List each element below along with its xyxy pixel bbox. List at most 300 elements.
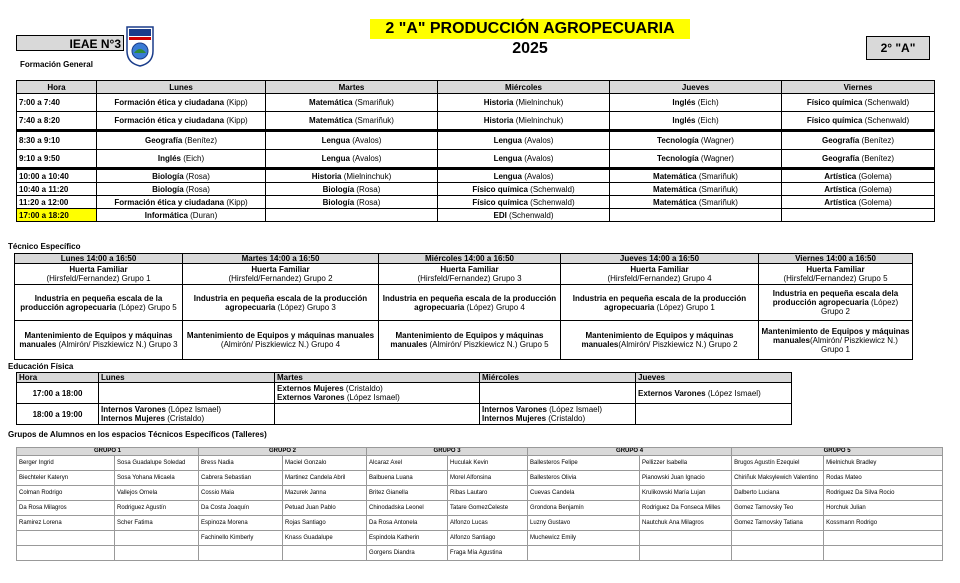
schedule-cell <box>759 285 913 321</box>
teacher-name: (Almirón/ Piszkiewicz N.) Grupo 4 <box>220 340 341 349</box>
student-cell: Alcaraz Axel <box>367 456 448 471</box>
subject-name: Industria en pequeña escala de la producción agropecuaria <box>382 293 557 312</box>
teacher-name: (Benítez) <box>859 136 895 145</box>
schedule-cell <box>97 209 266 222</box>
subject-name: Lengua <box>493 154 523 163</box>
schedule-cell <box>610 131 782 150</box>
student-cell: Scher Fatima <box>115 516 199 531</box>
schedule-cell <box>438 112 610 131</box>
student-cell: Muchewicz Emily <box>528 531 640 546</box>
column-header: Lunes <box>97 81 266 94</box>
column-header: Jueves 14:00 a 16:50 <box>561 254 759 264</box>
group-header: GRUPO 3 <box>367 448 528 456</box>
subject-name: Inglés <box>672 116 696 125</box>
section-tecnico: Técnico Específico <box>8 242 81 251</box>
student-cell <box>528 546 640 561</box>
schedule-cell <box>97 112 266 131</box>
subject-name: EDI <box>493 210 507 220</box>
section-fisica: Educación Física <box>8 362 74 371</box>
student-cell: Da Rosa Milagros <box>17 501 115 516</box>
subject-name: Mantenimiento de Equipos y máquinas manuales <box>390 331 544 349</box>
school-logo <box>125 25 155 67</box>
subject-name: Matemática <box>309 98 353 107</box>
schedule-cell <box>183 321 379 360</box>
schedule-cell <box>97 150 266 169</box>
time-cell: 9:10 a 9:50 <box>17 150 97 169</box>
column-header: Hora <box>17 81 97 94</box>
schedule-cell <box>183 285 379 321</box>
student-cell <box>199 546 283 561</box>
subject-name: Formación ética y ciudadana <box>114 116 225 125</box>
teacher-name: (Kipp) <box>224 197 248 207</box>
subject-name: Mantenimiento de Equipos y máquinas manuales <box>761 326 910 345</box>
student-cell: Mazurek Janna <box>283 486 367 501</box>
student-cell <box>824 531 943 546</box>
subject-name: Lengua <box>493 171 523 181</box>
teacher-name: (Cristaldo) <box>343 384 383 393</box>
schedule-cell <box>782 131 935 150</box>
section-grupos: Grupos de Alumnos en los espacios Técnicos Específicos (Talleres) <box>8 430 267 439</box>
student-cell <box>732 531 824 546</box>
student-cell: Tatare GomezCeleste <box>448 501 528 516</box>
group-name: Externos Varones <box>638 388 706 398</box>
student-cell <box>17 531 115 546</box>
teacher-name: (Hirsfeld/Fernandez) Grupo 4 <box>607 274 712 283</box>
teacher-name: (López) Grupo 3 <box>275 302 336 312</box>
teacher-name: (López) Grupo 4 <box>464 302 525 312</box>
subject-name: Artística <box>824 171 857 181</box>
teacher-name: (Rosa) <box>354 184 381 194</box>
teacher-name: (Cristaldo) <box>165 414 205 423</box>
student-cell: Espindola Katherin <box>367 531 448 546</box>
table-row <box>17 531 943 546</box>
teacher-name: (Rosa) <box>183 184 210 194</box>
tecnico-schedule-table <box>14 253 913 360</box>
teacher-name: (Duran) <box>187 210 218 220</box>
schedule-line <box>101 405 272 414</box>
teacher-name: (Almirón/ Piszkiewicz N.) Grupo 5 <box>427 340 549 349</box>
teacher-name: (Golema) <box>856 184 892 194</box>
schedule-cell <box>266 209 438 222</box>
schedule-cell <box>782 169 935 183</box>
group-name: Externos Mujeres <box>277 384 344 393</box>
group-header: GRUPO 1 <box>17 448 199 456</box>
teacher-name: (Rosa) <box>183 171 210 181</box>
table-row <box>17 404 792 425</box>
time-cell: 10:40 a 11:20 <box>17 183 97 196</box>
subject-name: Físico química <box>472 184 528 194</box>
teacher-name: (López) Grupo 5 <box>116 302 177 312</box>
schedule-cell <box>561 285 759 321</box>
student-cell: Ballesteros Felipe <box>528 456 640 471</box>
subject-name: Biología <box>322 197 355 207</box>
schedule-cell <box>266 150 438 169</box>
student-cell: Huculak Kevin <box>448 456 528 471</box>
subject-name: Historia <box>311 171 342 181</box>
student-cell: Luzny Gustavo <box>528 516 640 531</box>
student-cell: Alfonzo Santiago <box>448 531 528 546</box>
subject-name: Tecnología <box>657 136 699 145</box>
column-header: Miércoles <box>480 373 636 383</box>
teacher-name: (Hirsfeld/Fernandez) Grupo 3 <box>417 274 522 283</box>
table-row <box>17 546 943 561</box>
schedule-cell <box>97 183 266 196</box>
student-cell <box>115 531 199 546</box>
subject-name: Historia <box>483 116 514 125</box>
teacher-name: (Almirón/ Piszkiewicz N.) Grupo 2 <box>618 340 738 349</box>
group-name: Internos Mujeres <box>482 414 547 423</box>
group-name: Externos Varones <box>277 393 345 402</box>
teacher-name: (Avalos) <box>522 136 554 145</box>
column-header: Viernes <box>782 81 935 94</box>
teacher-name: (Kipp) <box>224 98 248 107</box>
schedule-line <box>101 414 272 423</box>
table-header-row <box>15 254 913 264</box>
teacher-name: (Rosa) <box>354 197 381 207</box>
student-cell: Berger Ingrid <box>17 456 115 471</box>
schedule-cell <box>15 321 183 360</box>
column-header: Viernes 14:00 a 16:50 <box>759 254 913 264</box>
schedule-cell <box>99 404 275 425</box>
student-cell: Grondona Benjamín <box>528 501 640 516</box>
table-row <box>17 112 935 131</box>
schedule-cell <box>782 94 935 112</box>
subject-name: Formación ética y ciudadana <box>114 98 225 107</box>
table-row <box>17 516 943 531</box>
schedule-cell <box>15 285 183 321</box>
subject-name: Mantenimiento de Equipos y máquinas manuales <box>186 331 375 340</box>
teacher-name: (Schenwald) <box>862 98 910 107</box>
schedule-cell <box>266 94 438 112</box>
student-cell: Rodriguez Da Fonseca Milles <box>640 501 732 516</box>
student-cell: Sosa Guadalupe Soledad <box>115 456 199 471</box>
teacher-name: (Avalos) <box>522 154 554 163</box>
schedule-cell <box>266 183 438 196</box>
table-row <box>17 471 943 486</box>
subject-name: Físico química <box>806 116 863 125</box>
time-cell: 18:00 a 19:00 <box>17 404 99 425</box>
student-cell: Chiriñuk Maksylewich Valentino <box>732 471 824 486</box>
subject-name: Físico química <box>472 197 528 207</box>
schedule-cell <box>636 404 792 425</box>
schedule-cell <box>636 383 792 404</box>
schedule-cell <box>782 150 935 169</box>
subject-name: Huerta Familiar <box>251 265 310 274</box>
schedule-cell <box>97 94 266 112</box>
schedule-cell <box>438 183 610 196</box>
table-row <box>17 131 935 150</box>
student-cell: Knass Guadalupe <box>283 531 367 546</box>
subject-name: Mantenimiento de Equipos y máquinas manuales <box>581 331 734 349</box>
schedule-cell <box>97 169 266 183</box>
column-header: Martes 14:00 a 16:50 <box>183 254 379 264</box>
student-cell: Bress Nadia <box>199 456 283 471</box>
schedule-cell <box>379 321 561 360</box>
schedule-cell <box>266 196 438 209</box>
teacher-name: (Eich) <box>695 116 719 125</box>
student-cell: Sosa Yohana Micaela <box>115 471 199 486</box>
schedule-cell <box>438 196 610 209</box>
column-header: Martes <box>266 81 438 94</box>
teacher-name: (Almirón/ Piszkiewicz N.) Grupo 1 <box>809 335 898 354</box>
student-cell: Da Costa Joaquín <box>199 501 283 516</box>
column-header: Jueves <box>610 81 782 94</box>
teacher-name: (Benítez) <box>182 136 218 145</box>
column-header: Lunes 14:00 a 16:50 <box>15 254 183 264</box>
subject-name: Industria en pequeña escala de la producción agropecuaria <box>20 293 163 312</box>
student-cell: Ribas Lautaro <box>448 486 528 501</box>
student-cell: Pellizzer Isabella <box>640 456 732 471</box>
student-cell: Pianowski Juan Ignacio <box>640 471 732 486</box>
student-cell: Chinodadska Leonel <box>367 501 448 516</box>
teacher-name: (Wagner) <box>698 136 734 145</box>
fisica-schedule-table <box>16 372 792 425</box>
student-cell: Kossmann Rodrigo <box>824 516 943 531</box>
student-cell: Biechteler Kateryn <box>17 471 115 486</box>
table-row <box>17 456 943 471</box>
teacher-name: (Schenwald) <box>527 197 575 207</box>
subject-name: Mantenimiento de Equipos y máquinas manuales <box>19 331 173 349</box>
teacher-name: (Mielninchuk) <box>341 171 392 181</box>
schedule-cell <box>275 383 480 404</box>
student-cell: Cabrera Sebastian <box>199 471 283 486</box>
schedule-cell <box>438 131 610 150</box>
student-cell: Britez Gianella <box>367 486 448 501</box>
table-row <box>15 264 913 285</box>
schedule-line <box>277 384 477 393</box>
student-cell: Nautchuk Ana Milagros <box>640 516 732 531</box>
student-cell: Ballesteros Olivia <box>528 471 640 486</box>
student-cell <box>824 546 943 561</box>
table-header-row <box>17 448 943 456</box>
student-cell: Fraga Mía Agustina <box>448 546 528 561</box>
student-cell: Krulikowski María Lujan <box>640 486 732 501</box>
subject-name: Historia <box>483 98 514 107</box>
student-cell <box>732 546 824 561</box>
subject-name: Inglés <box>672 98 696 107</box>
schedule-line <box>638 389 789 398</box>
schedule-cell <box>480 383 636 404</box>
subject-name: Tecnología <box>657 154 699 163</box>
student-cell: Cuevas Candela <box>528 486 640 501</box>
student-cell: Petuad Juan Pablo <box>283 501 367 516</box>
table-row <box>17 183 935 196</box>
subject-name: Huerta Familiar <box>69 265 128 274</box>
schedule-cell <box>438 169 610 183</box>
group-name: Internos Varones <box>482 405 547 414</box>
subject-name: Físico química <box>806 98 863 107</box>
schedule-cell <box>266 131 438 150</box>
teacher-name: (Smariñuk) <box>352 98 394 107</box>
student-cell: Rodriguez Agustín <box>115 501 199 516</box>
schedule-cell <box>782 209 935 222</box>
student-cell: Rojas Santiago <box>283 516 367 531</box>
teacher-name: (Hirsfeld/Fernandez) Grupo 5 <box>783 274 888 283</box>
schedule-cell <box>379 285 561 321</box>
schedule-cell <box>15 264 183 285</box>
teacher-name: (Golema) <box>856 171 892 181</box>
general-schedule-table <box>16 80 935 222</box>
teacher-name: (Smariñuk) <box>696 197 738 207</box>
student-cell: Gomez Tarnovsky Tatiana <box>732 516 824 531</box>
subject-name: Huerta Familiar <box>806 265 865 274</box>
group-header: GRUPO 5 <box>732 448 943 456</box>
schedule-cell <box>275 404 480 425</box>
table-header-row <box>17 373 792 383</box>
student-cell: Da Rosa Antonela <box>367 516 448 531</box>
student-cell: Ramirez Lorena <box>17 516 115 531</box>
grade-label: 2° "A" <box>866 36 930 60</box>
schedule-cell <box>759 321 913 360</box>
schedule-cell <box>99 383 275 404</box>
teacher-name: (Smariñuk) <box>696 171 738 181</box>
schedule-cell <box>97 196 266 209</box>
teacher-name: (Schenwald) <box>862 116 910 125</box>
teacher-name: (Eich) <box>181 154 205 163</box>
schedule-line <box>482 405 633 414</box>
teacher-name: (Schenwald) <box>506 210 554 220</box>
student-cell: Espinoza Morena <box>199 516 283 531</box>
schedule-cell <box>610 169 782 183</box>
schedule-cell <box>480 404 636 425</box>
subject-name: Geografía <box>821 154 860 163</box>
teacher-name: (López Ismael) <box>165 405 222 414</box>
teacher-name: (Kipp) <box>224 116 248 125</box>
student-cell: Gomez Tarnovsky Teo <box>732 501 824 516</box>
subject-name: Lengua <box>321 154 351 163</box>
schedule-cell <box>782 112 935 131</box>
student-cell: Rodriguez Da Silva Rocio <box>824 486 943 501</box>
student-cell: Gorgens Diandra <box>367 546 448 561</box>
time-cell: 8:30 a 9:10 <box>17 131 97 150</box>
student-cell: Colman Rodrigo <box>17 486 115 501</box>
grupos-table <box>16 447 943 561</box>
schedule-cell <box>97 131 266 150</box>
schedule-cell <box>438 209 610 222</box>
subject-name: Biología <box>322 184 355 194</box>
schedule-cell <box>561 321 759 360</box>
student-cell: Maciel Gonzalo <box>283 456 367 471</box>
teacher-name: (Benítez) <box>859 154 895 163</box>
student-cell: Dalberto Luciana <box>732 486 824 501</box>
schedule-cell <box>610 150 782 169</box>
subject-name: Formación ética y ciudadana <box>114 197 225 207</box>
table-row <box>17 486 943 501</box>
table-row <box>17 383 792 404</box>
teacher-name: (Wagner) <box>698 154 734 163</box>
column-header: Miércoles 14:00 a 16:50 <box>379 254 561 264</box>
teacher-name: (Mielninchuk) <box>513 116 564 125</box>
schedule-line <box>482 414 633 423</box>
teacher-name: (Mielninchuk) <box>513 98 564 107</box>
group-name: Internos Mujeres <box>101 414 166 423</box>
subject-name: Geografía <box>821 136 860 145</box>
teacher-name: (Smariñuk) <box>352 116 394 125</box>
student-cell: Alfonzo Lucas <box>448 516 528 531</box>
teacher-name: (Golema) <box>856 197 892 207</box>
time-cell: 7:00 a 7:40 <box>17 94 97 112</box>
student-cell: Rodas Mateo <box>824 471 943 486</box>
table-row <box>17 94 935 112</box>
teacher-name: (Eich) <box>695 98 719 107</box>
subject-name: Lengua <box>321 136 351 145</box>
group-name: Internos Varones <box>101 405 166 414</box>
student-cell <box>640 531 732 546</box>
student-cell <box>640 546 732 561</box>
teacher-name: (Schenwald) <box>527 184 575 194</box>
schedule-cell <box>759 264 913 285</box>
student-cell <box>283 546 367 561</box>
teacher-name: (López Ismael) <box>344 393 400 402</box>
schedule-cell <box>610 112 782 131</box>
teacher-name: (Hirsfeld/Fernandez) Grupo 1 <box>46 274 151 283</box>
student-cell: Fachinello Kimberly <box>199 531 283 546</box>
subject-name: Matemática <box>653 171 697 181</box>
subject-name: Biología <box>152 171 184 181</box>
student-cell: Balbuena Luana <box>367 471 448 486</box>
subject-name: Biología <box>152 184 184 194</box>
subject-name: Huerta Familiar <box>630 265 689 274</box>
table-row <box>17 169 935 183</box>
schedule-cell <box>266 112 438 131</box>
schedule-cell <box>183 264 379 285</box>
column-header: Lunes <box>99 373 275 383</box>
time-cell: 7:40 a 8:20 <box>17 112 97 131</box>
subject-name: Industria en pequeña escala dela producción agropecuaria <box>772 289 899 307</box>
subject-name: Informática <box>144 210 188 220</box>
column-header: Jueves <box>636 373 792 383</box>
subject-name: Artística <box>824 197 857 207</box>
schedule-cell <box>610 183 782 196</box>
teacher-name: (López Ismael) <box>546 405 603 414</box>
student-cell: Brugos Agustín Ezequiel <box>732 456 824 471</box>
student-cell: Morel Alfonsina <box>448 471 528 486</box>
page-title: 2 "A" PRODUCCIÓN AGROPECUARIA 2025 <box>370 19 690 39</box>
student-cell: Vallejos Ornela <box>115 486 199 501</box>
subject-name: Lengua <box>493 136 523 145</box>
subject-name: Huerta Familiar <box>440 265 499 274</box>
schedule-cell <box>610 94 782 112</box>
teacher-name: (Cristaldo) <box>546 414 586 423</box>
student-cell: Mielnichuk Bradley <box>824 456 943 471</box>
schedule-cell <box>438 150 610 169</box>
column-header: Hora <box>17 373 99 383</box>
schedule-cell <box>379 264 561 285</box>
subject-name: Geografía <box>144 136 183 145</box>
schedule-cell <box>561 264 759 285</box>
student-cell: Horchuk Julian <box>824 501 943 516</box>
time-cell: 10:00 a 10:40 <box>17 169 97 183</box>
student-cell <box>17 546 115 561</box>
table-row <box>15 321 913 360</box>
schedule-cell <box>782 196 935 209</box>
table-row <box>17 501 943 516</box>
teacher-name: (López) Grupo 2 <box>821 298 899 316</box>
teacher-name: (López Ismael) <box>705 388 761 398</box>
teacher-name: (Almirón/ Piszkiewicz N.) Grupo 3 <box>56 340 178 349</box>
column-header: Miércoles <box>438 81 610 94</box>
table-row <box>17 209 935 222</box>
school-label: IEAE N°3 <box>16 35 124 51</box>
schedule-cell <box>782 183 935 196</box>
student-cell: Martinez Candela Abril <box>283 471 367 486</box>
subject-name: Industria en pequeña escala de la producción agropecuaria <box>193 293 368 312</box>
table-row <box>17 150 935 169</box>
group-header: GRUPO 4 <box>528 448 732 456</box>
group-header: GRUPO 2 <box>199 448 367 456</box>
student-cell <box>115 546 199 561</box>
time-cell: 17:00 a 18:00 <box>17 383 99 404</box>
